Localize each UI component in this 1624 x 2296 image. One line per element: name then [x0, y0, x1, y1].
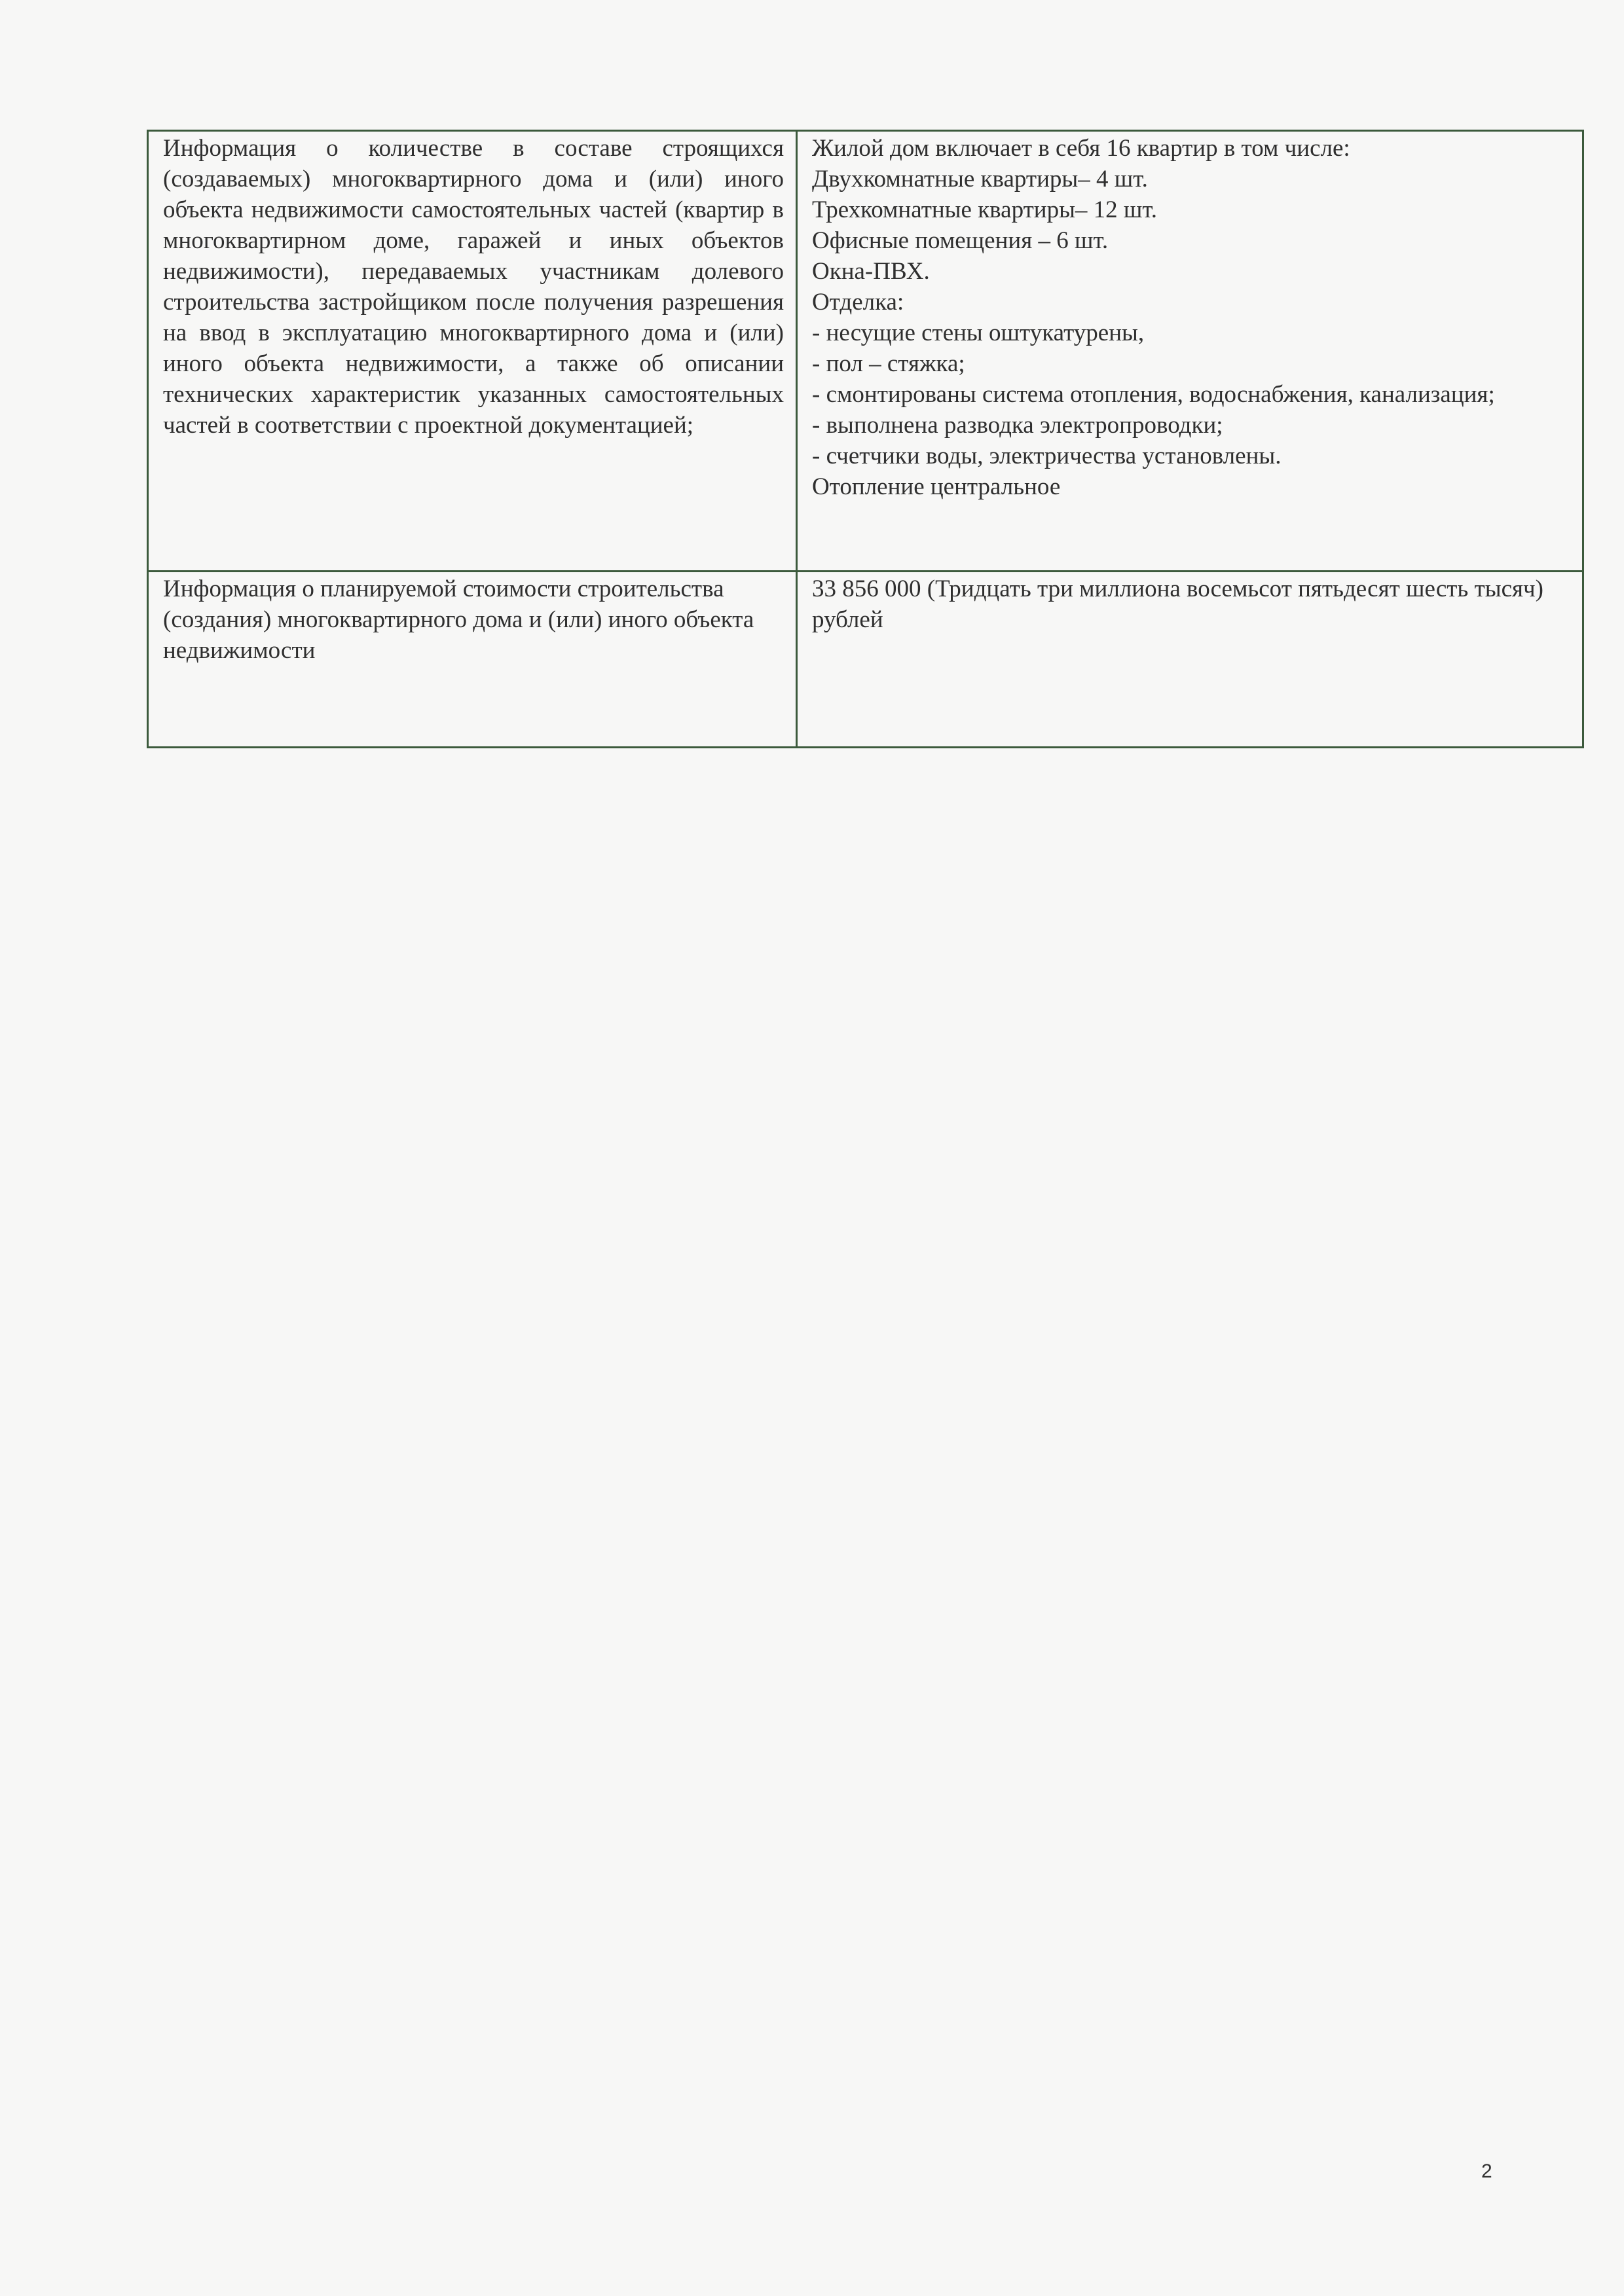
row-value-cost: 33 856 000 (Тридцать три миллиона восемьсот пятьдесят шесть тысяч) рублей	[797, 572, 1583, 748]
row-label-cost: Информация о планируемой стоимости строительства (создания) многоквартирного дома и (или) иного объекта недвижимости	[148, 572, 797, 748]
value-line: Двухкомнатные квартиры– 4 шт.	[812, 166, 1148, 192]
value-line: Жилой дом включает в себя 16 квартир в том числе:	[812, 135, 1350, 162]
value-line: Трехкомнатные квартиры– 12 шт.	[812, 196, 1158, 223]
row-value-apartments	[797, 131, 1583, 572]
value-line: - пол – стяжка;	[812, 350, 965, 377]
info-table	[147, 130, 1584, 748]
value-line: Отделка:	[812, 289, 904, 316]
value-line: - выполнена разводка электропроводки;	[812, 412, 1223, 439]
value-line: Офисные помещения – 6 шт.	[812, 227, 1109, 254]
table-row	[148, 131, 1583, 572]
value-line-wrapped: - смонтированы система отопления, водоснабжения, канализация;	[812, 381, 1495, 408]
table-row	[148, 572, 1583, 748]
value-line: - несущие стены оштукатурены,	[812, 319, 1145, 346]
page-number: 2	[1481, 2160, 1492, 2182]
value-line: Отопление центральное	[812, 473, 1061, 500]
value-line: - счетчики воды, электричества установлены.	[812, 443, 1282, 469]
row-label-apartments: Информация о количестве в составе строящихся (создаваемых) многоквартирного дома и (или) иного объекта недвижимости самостоятельных частей (квартир в многоквартирном доме, гаражей и иных объектов недвижимости), передаваемых участникам долевого строительства застройщиком после получения разрешения на ввод в эксплуатацию многоквартирного дома и (или) иного объекта недвижимости, а также об описании технических характеристик указанных самостоятельных частей в соответствии с проектной документацией;	[148, 131, 797, 572]
value-line: Окна-ПВХ.	[812, 258, 930, 285]
